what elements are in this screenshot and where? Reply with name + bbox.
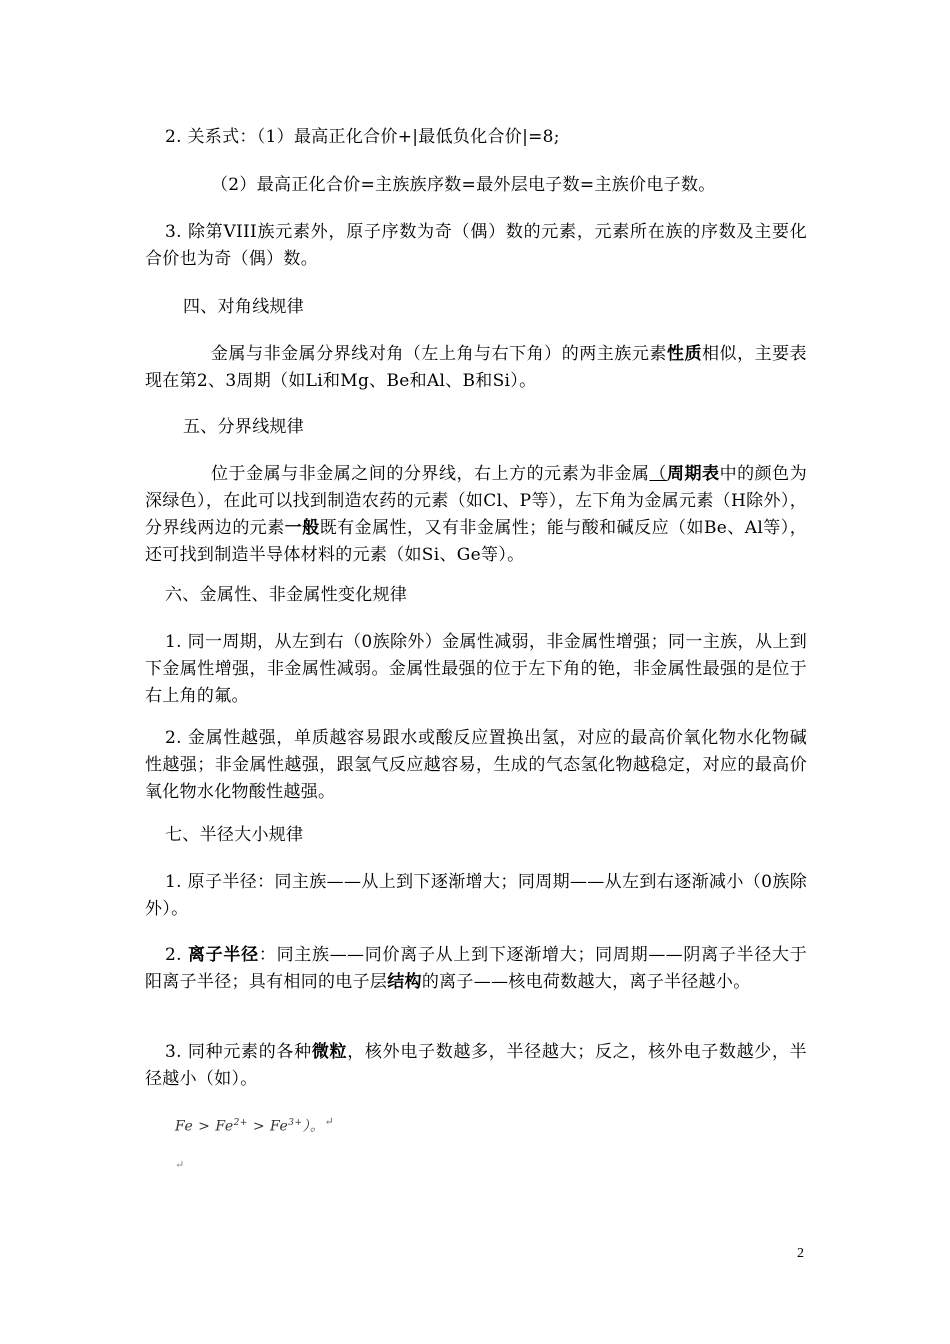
text-segment: 相似，主要表现在第2、3周期（如Li和Mg、Be和Al、B和Si）。 [145, 344, 807, 391]
heading-metallic-rule: 六、金属性、非金属性变化规律 [165, 585, 408, 605]
text-segment: 既有金属性，又有非金属性；能与酸和碱反应（如Be、Al等），还可找到制造半导体材料的元素（如Si、Ge等）。 [145, 518, 807, 565]
text-bold-particle: 微粒 [311, 1042, 348, 1062]
paragraph-boundary-rule [145, 461, 807, 569]
paragraph-metallic-1: 1. 同一周期，从左到右（0族除外）金属性减弱，非金属性增强；同一主族，从上到下金属性增强，非金属性减弱。金属性最强的位于左下角的铯，非金属性最强的是位于右上角的氟。 [145, 632, 807, 706]
text-segment: 3. 同种元素的各种 [165, 1042, 312, 1062]
text-bold-ionic-radius: 离子半径 [187, 945, 259, 965]
text-bold-property: 性质 [666, 344, 702, 364]
paragraph-mark-icon: ↵ [324, 1115, 335, 1128]
heading-diagonal-rule: 四、对角线规律 [183, 297, 305, 317]
paragraph-odd-even-rule: 3. 除第VIII族元素外，原子序数为奇（偶）数的元素，元素所在族的序数及主要化合价也为奇（偶）数。 [145, 222, 807, 269]
text-segment: 中的颜色为深绿色），在此可以找到制造农药的元素（如Cl、P等），左下角为金属元素（H除外），分界线两边的元素 [145, 464, 808, 538]
formula-superscript: 3+ [288, 1118, 303, 1128]
formula-part: > Fe [247, 1118, 289, 1135]
text-segment: 位于金属与非金属之间的分界线，右上方的元素为非金属 [211, 464, 650, 484]
formula-superscript: 2+ [233, 1118, 248, 1128]
text-bold-periodic-table: 周期表 [666, 464, 720, 484]
text-segment: ：同主族——同价离子从上到下逐渐增大；同周期——阴离子半径大于阳离子半径；具有相同的电子层 [145, 945, 807, 992]
paragraph-metallic-2: 2. 金属性越强，单质越容易跟水或酸反应置换出氢，对应的最高价氧化物水化物碱性越强；非金属性越强，跟氢气反应越容易，生成的气态氢化物越稳定，对应的最高价氧化物水化物酸性越强。 [145, 728, 807, 802]
text-bold-generally: 一般 [284, 518, 320, 538]
formula-part: ）。 [302, 1118, 325, 1135]
paragraph-relation-2: （2）最高正化合价=主族族序数=最外层电子数=主族价电子数。 [211, 175, 716, 195]
heading-boundary-rule: 五、分界线规律 [183, 417, 305, 437]
paragraph-radius-2 [145, 942, 807, 996]
formula-part: Fe > Fe [175, 1118, 234, 1135]
paragraph-radius-1: 1. 原子半径：同主族——从上到下逐渐增大；同周期——从左到右逐渐减小（0族除外）。 [145, 872, 807, 919]
text-underlined-paren: （ [649, 464, 667, 484]
paragraph-diagonal-rule [145, 341, 807, 395]
text-bold-structure: 结构 [387, 972, 422, 992]
paragraph-radius-3 [145, 1039, 807, 1093]
paragraph-mark-icon: ↵ [175, 1158, 185, 1171]
text-segment: 2. [165, 945, 188, 965]
paragraph-relation-1: 2. 关系式：（1）最高正化合价+|最低负化合价|=8; [165, 127, 560, 147]
text-segment: 金属与非金属分界线对角（左上角与右下角）的两主族元素 [211, 344, 667, 364]
text-segment: 的离子——核电荷数越大，离子半径越小。 [421, 972, 751, 992]
iron-radius-formula [175, 1115, 334, 1136]
heading-radius-rule: 七、半径大小规律 [165, 825, 304, 845]
page-number: 2 [797, 1246, 804, 1261]
text-segment: ，核外电子数越多，半径越大；反之，核外电子数越少，半径越小（如）。 [145, 1042, 807, 1089]
